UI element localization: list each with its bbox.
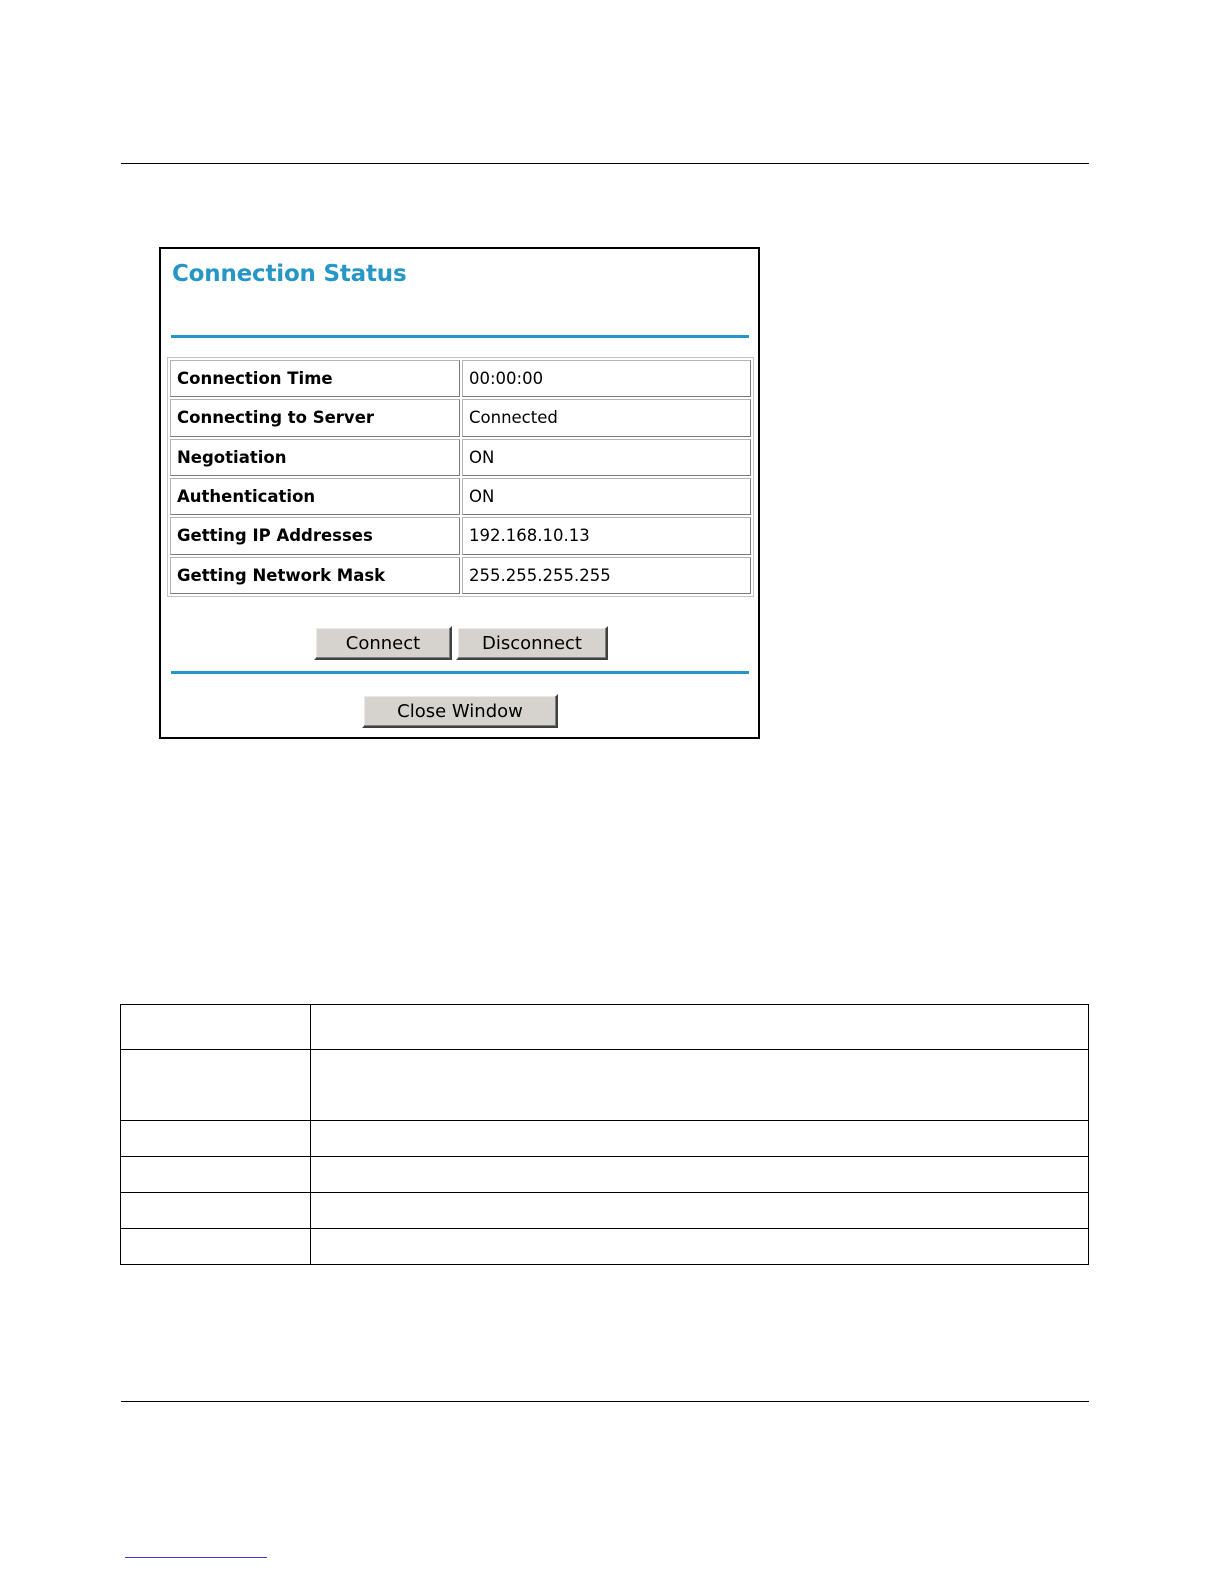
row-value: 00:00:00: [462, 360, 751, 397]
page-header-rule: [121, 163, 1089, 164]
window-title: Connection Status: [172, 261, 407, 287]
table-cell: [311, 1005, 1089, 1050]
row-value: ON: [462, 478, 751, 515]
table-row: [170, 517, 751, 554]
table-cell: [311, 1157, 1089, 1193]
table-row: [170, 478, 751, 515]
connect-button[interactable]: Connect: [314, 626, 452, 660]
table-cell: [311, 1050, 1089, 1121]
table-row: [170, 439, 751, 476]
table-cell: [121, 1193, 311, 1229]
row-value: 192.168.10.13: [462, 517, 751, 554]
disconnect-button[interactable]: Disconnect: [456, 626, 608, 660]
footer-link-underline[interactable]: [125, 1557, 267, 1558]
table-row: [121, 1157, 1089, 1193]
title-divider: [171, 335, 749, 338]
table-row: [121, 1050, 1089, 1121]
table-row: [121, 1121, 1089, 1157]
connection-status-table: [167, 357, 754, 597]
table-row: [121, 1193, 1089, 1229]
table-row: [121, 1005, 1089, 1050]
row-value: Connected: [462, 399, 751, 436]
row-label: Authentication: [170, 478, 460, 515]
table-cell: [121, 1157, 311, 1193]
table-row: [170, 360, 751, 397]
document-table: [120, 1004, 1089, 1265]
table-row: [170, 399, 751, 436]
page-footer-rule: [121, 1401, 1089, 1402]
table-cell: [311, 1193, 1089, 1229]
table-cell: [121, 1005, 311, 1050]
row-label: Connection Time: [170, 360, 460, 397]
table-cell: [311, 1229, 1089, 1265]
row-label: Getting IP Addresses: [170, 517, 460, 554]
table-cell: [121, 1229, 311, 1265]
table-row: [121, 1229, 1089, 1265]
close-window-button[interactable]: Close Window: [362, 694, 558, 728]
table-cell: [121, 1050, 311, 1121]
row-label: Negotiation: [170, 439, 460, 476]
connection-status-window: [159, 247, 760, 739]
row-value: ON: [462, 439, 751, 476]
table-cell: [121, 1121, 311, 1157]
table-row: [170, 557, 751, 594]
table-cell: [311, 1121, 1089, 1157]
row-value: 255.255.255.255: [462, 557, 751, 594]
row-label: Connecting to Server: [170, 399, 460, 436]
buttons-divider: [171, 671, 749, 674]
row-label: Getting Network Mask: [170, 557, 460, 594]
